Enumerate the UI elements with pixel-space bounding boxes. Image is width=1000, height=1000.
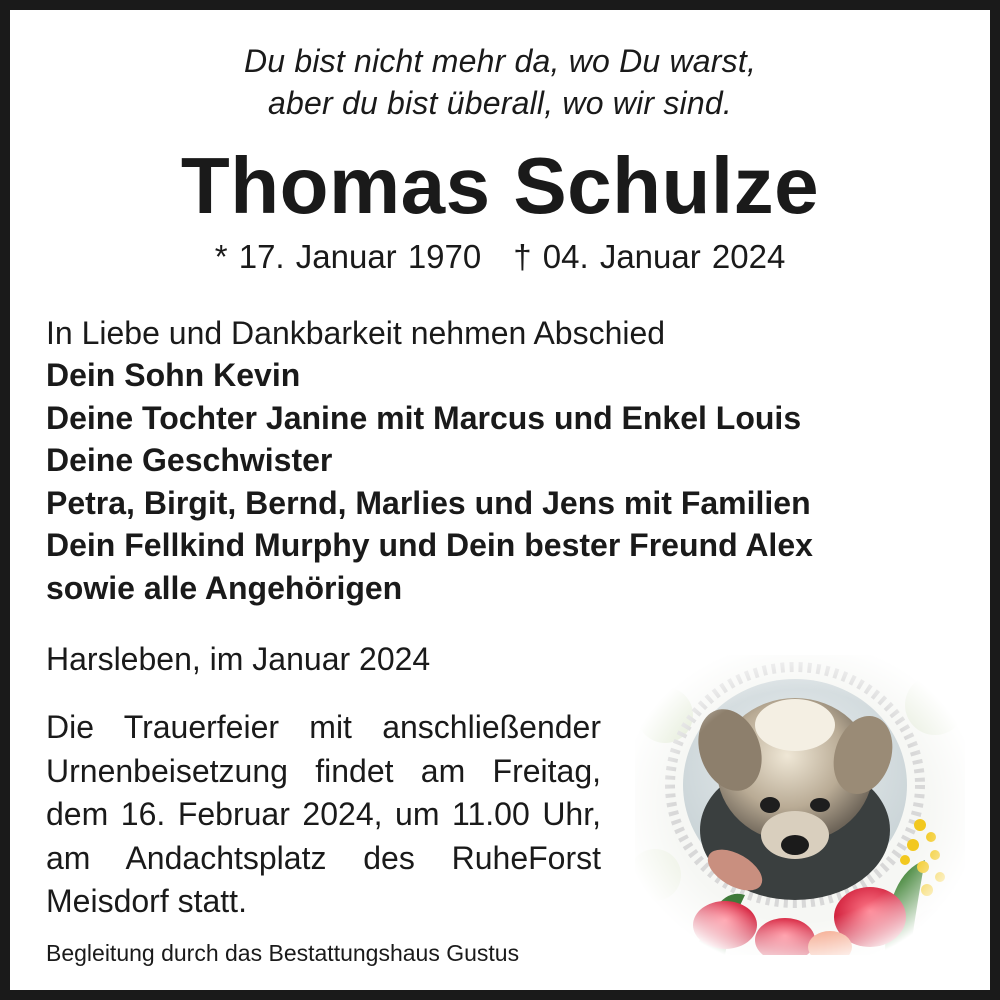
funeral-home: Begleitung durch das Bestattungshaus Gustus: [46, 940, 520, 966]
mourners-list: [46, 354, 946, 609]
service-line: am Andachtsplatz des RuheForst: [46, 839, 601, 876]
service-line: dem 16. Februar 2024, um 11.00 Uhr,: [46, 796, 601, 832]
birth-date: * 17. Januar 1970: [214, 238, 482, 275]
deceased-name: Thomas Schulze: [180, 141, 820, 230]
mourner-line: Deine Tochter Janine mit Marcus und Enkel Louis: [46, 399, 802, 436]
place-date: Harsleben, im Januar 2024: [46, 641, 431, 677]
mourner-line: sowie alle Angehörigen: [46, 569, 403, 606]
death-date: † 04. Januar 2024: [513, 238, 786, 275]
mourner-line: Dein Sohn Kevin: [46, 357, 301, 393]
farewell-intro: In Liebe und Dankbarkeit nehmen Abschied: [46, 315, 666, 351]
mourner-line: Petra, Birgit, Bernd, Marlies und Jens mit Familien: [46, 484, 811, 521]
service-line: Die Trauerfeier mit anschließender: [46, 709, 601, 745]
service-info: [46, 706, 601, 924]
quote-line-1: Du bist nicht mehr da, wo Du warst,: [243, 43, 757, 79]
mourner-line: Dein Fellkind Murphy und Dein bester Freund Alex: [46, 527, 813, 563]
quote-line-2: aber du bist überall, wo wir sind.: [268, 85, 732, 121]
puppy-photo: [635, 655, 965, 955]
mourner-line: Deine Geschwister: [46, 442, 333, 478]
service-line: Meisdorf statt.: [46, 883, 247, 919]
service-line: Urnenbeisetzung findet am Freitag,: [46, 752, 601, 789]
life-dates: [10, 236, 990, 278]
